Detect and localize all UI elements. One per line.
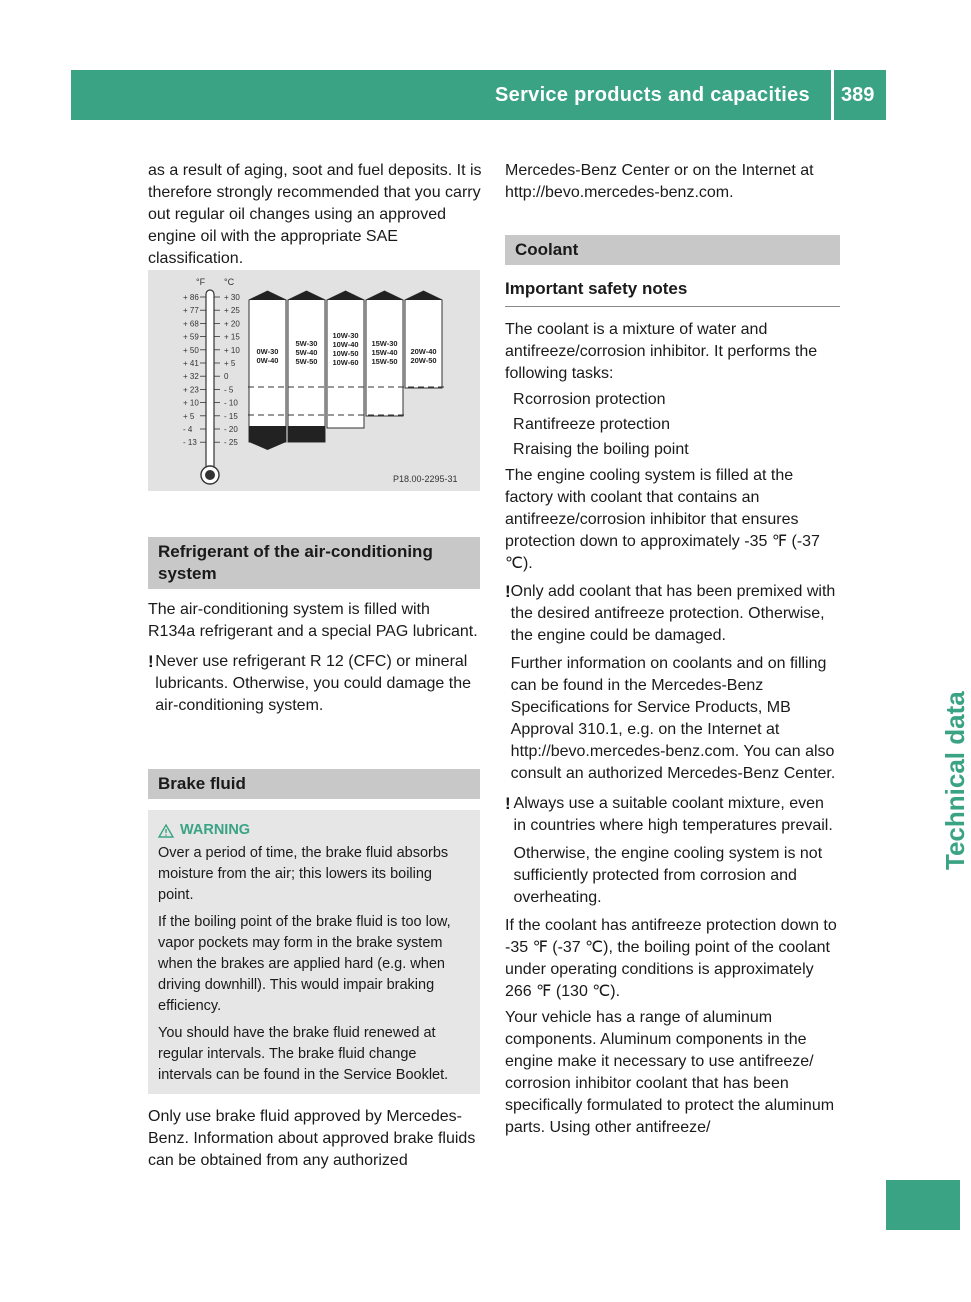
coolant-note-2 <box>505 793 840 909</box>
page-title: Service products and capacities <box>495 84 810 106</box>
page-number: 389 <box>841 84 875 106</box>
bullet-text: antifreeze protection <box>525 416 670 433</box>
grade-label: 10W-50 <box>332 349 359 358</box>
heading-rule <box>505 306 840 307</box>
fahrenheit-header: °F <box>196 277 206 287</box>
grade-column-tip <box>249 442 286 450</box>
bullet-mark: R <box>513 416 525 433</box>
brake-fluid-body: Only use brake fluid approved by Mercedes-Benz. Information about approved brake fluids can be obtained from any authorized <box>148 1108 476 1169</box>
coolant-paragraph-1: The coolant is a mixture of water and antifreeze/corrosion inhibitor. It performs the following tasks: <box>505 321 818 382</box>
grade-label: 0W-40 <box>256 356 279 365</box>
celsius-tick-label: + 15 <box>224 332 240 342</box>
celsius-tick-label: + 30 <box>224 293 240 302</box>
grade-column-cap <box>288 291 325 300</box>
grade-label: 15W-30 <box>371 339 398 348</box>
fahrenheit-tick-label: + 50 <box>183 345 199 355</box>
right-column <box>505 160 840 1139</box>
brake-fluid-heading: Brake fluid <box>148 769 480 799</box>
corner-block <box>886 1180 960 1230</box>
fahrenheit-tick-label: + 86 <box>183 293 199 302</box>
grade-column-cap <box>327 291 364 300</box>
refrigerant-heading: Refrigerant of the air-conditioning system <box>148 537 480 589</box>
grade-label: 20W-50 <box>410 356 437 365</box>
grade-label: 20W-40 <box>410 347 437 356</box>
oil-viscosity-chart <box>148 270 480 491</box>
fahrenheit-tick-label: + 68 <box>183 319 199 329</box>
grade-column <box>405 291 442 388</box>
celsius-header: °C <box>224 277 235 287</box>
coolant-note-1 <box>505 581 840 785</box>
coolant-note-1b: Further information on coolants and on filling can be found in the Mercedes-Benz Specifications for Service Products, MB Approval 310.1, e.g. on the Internet at http://bevo.mercedes-benz.com. You can also consult an authorized Mercedes-Benz Center. <box>510 655 836 782</box>
celsius-tick-label: + 20 <box>224 319 240 329</box>
celsius-tick-label: - 20 <box>224 425 238 434</box>
fahrenheit-tick-label: - 13 <box>183 438 197 448</box>
bullet-item <box>505 414 840 436</box>
grade-label: 15W-40 <box>371 348 398 357</box>
coolant-paragraph-3: If the coolant has antifreeze protection down to -35 ℉ (-37 ℃), the boiling point of the coolant under operating conditions is approximately 266 ℉ (130 ℃). <box>505 917 837 1000</box>
warning-label: WARNING <box>180 822 251 838</box>
warning-box <box>148 810 480 1094</box>
celsius-tick-label: + 5 <box>224 359 236 368</box>
coolant-note-1a: Only add coolant that has been premixed with the desired antifreeze protection. Otherwise, the engine could be damaged. <box>510 583 836 644</box>
fahrenheit-tick-label: + 5 <box>183 411 195 421</box>
refrigerant-section <box>148 537 480 717</box>
bullet-mark: R <box>513 391 525 408</box>
fahrenheit-tick-label: - 4 <box>183 425 193 434</box>
fahrenheit-tick-label: + 23 <box>183 385 199 395</box>
thermometer-bulb-fill <box>205 470 215 480</box>
warning-paragraph-3: You should have the brake fluid renewed at regular intervals. The brake fluid change intervals can be found in the Service Booklet. <box>158 1025 449 1083</box>
grade-column <box>249 291 286 442</box>
warning-title <box>158 820 470 841</box>
grade-label: 15W-50 <box>371 357 398 366</box>
grade-label: 5W-40 <box>295 348 318 357</box>
bullet-text: raising the boiling point <box>525 441 689 458</box>
intro-paragraph: as a result of aging, soot and fuel deposits. It is therefore strongly recommended that you carry out regular oil changes using an approved engine oil with the appropriate SAE classification. <box>148 162 482 267</box>
refrigerant-note <box>148 651 480 717</box>
side-tab-label: Technical data <box>940 691 970 870</box>
grade-column-base <box>288 426 325 442</box>
celsius-tick-label: - 15 <box>224 411 238 421</box>
coolant-note-2a: Always use a suitable coolant mixture, even in countries where high temperatures prevail. <box>513 795 833 834</box>
side-tab <box>900 640 970 920</box>
celsius-tick-label: - 5 <box>224 385 234 395</box>
celsius-tick-label: + 25 <box>224 306 240 316</box>
safety-notes-heading: Important safety notes <box>505 279 688 298</box>
warning-triangle-icon <box>158 824 174 838</box>
note-mark: ! <box>148 652 154 671</box>
bullet-text: corrosion protection <box>525 391 666 408</box>
grade-label: 5W-30 <box>295 339 318 348</box>
celsius-tick-label: - 10 <box>224 398 238 408</box>
viscosity-chart-svg <box>148 270 480 491</box>
refrigerant-note-text: Never use refrigerant R 12 (CFC) or mineral lubricants. Otherwise, you could damage the air-conditioning system. <box>155 653 471 714</box>
grade-column-cap <box>405 291 442 300</box>
grade-label: 10W-30 <box>332 331 359 340</box>
grade-label: 0W-30 <box>256 347 279 356</box>
celsius-tick-label: 0 <box>224 372 229 382</box>
grade-column-cap <box>249 291 286 300</box>
brake-fluid-section <box>148 769 480 1172</box>
grade-column <box>288 291 325 442</box>
note-mark: ! <box>505 582 511 601</box>
fahrenheit-tick-label: + 10 <box>183 398 199 408</box>
bullet-mark: R <box>513 441 525 458</box>
note-mark: ! <box>505 794 511 813</box>
bullet-item <box>505 389 840 411</box>
celsius-tick-label: + 10 <box>224 345 240 355</box>
left-column <box>148 160 483 270</box>
coolant-paragraph-2: The engine cooling system is filled at the factory with coolant that contains an antifreeze/corrosion inhibitor that ensures protection down to approximately -35 ℉ (-37 ℃). <box>505 467 820 572</box>
coolant-heading: Coolant <box>505 235 840 265</box>
grade-column-cap <box>366 291 403 300</box>
grade-label: 10W-40 <box>332 340 359 349</box>
grade-column-base <box>249 426 286 442</box>
fahrenheit-tick-label: + 77 <box>183 306 199 316</box>
grade-label: 5W-50 <box>295 357 318 366</box>
figure-code: P18.00-2295-31 <box>393 474 458 484</box>
celsius-tick-label: - 25 <box>224 438 238 448</box>
fahrenheit-tick-label: + 41 <box>183 359 199 368</box>
grade-label: 10W-60 <box>332 358 359 367</box>
refrigerant-body: The air-conditioning system is filled with R134a refrigerant and a special PAG lubricant. <box>148 601 478 640</box>
bullet-item <box>505 439 840 461</box>
fahrenheit-tick-label: + 32 <box>183 372 199 382</box>
warning-paragraph-1: Over a period of time, the brake fluid absorbs moisture from the air; this lowers its boiling point. <box>158 845 449 903</box>
warning-paragraph-2: If the boiling point of the brake fluid is too low, vapor pockets may form in the brake system when the brakes are applied hard (e.g. when driving downhill). This would impair braking efficiency. <box>158 914 451 1014</box>
coolant-paragraph-4: Your vehicle has a range of aluminum components. Aluminum components in the engine make it necessary to use antifreeze/ corrosion inhibitor coolant that has been specifically formulated to protect the aluminum parts. Using other antifreeze/ <box>505 1009 835 1136</box>
fahrenheit-tick-label: + 59 <box>183 332 199 342</box>
continuation-paragraph: Mercedes-Benz Center or on the Internet at http://bevo.mercedes-benz.com. <box>505 162 814 201</box>
header-divider <box>831 70 834 120</box>
coolant-note-2b: Otherwise, the engine cooling system is not sufficiently protected from corrosion and overheating. <box>513 845 823 906</box>
thermometer-tube <box>206 290 214 470</box>
